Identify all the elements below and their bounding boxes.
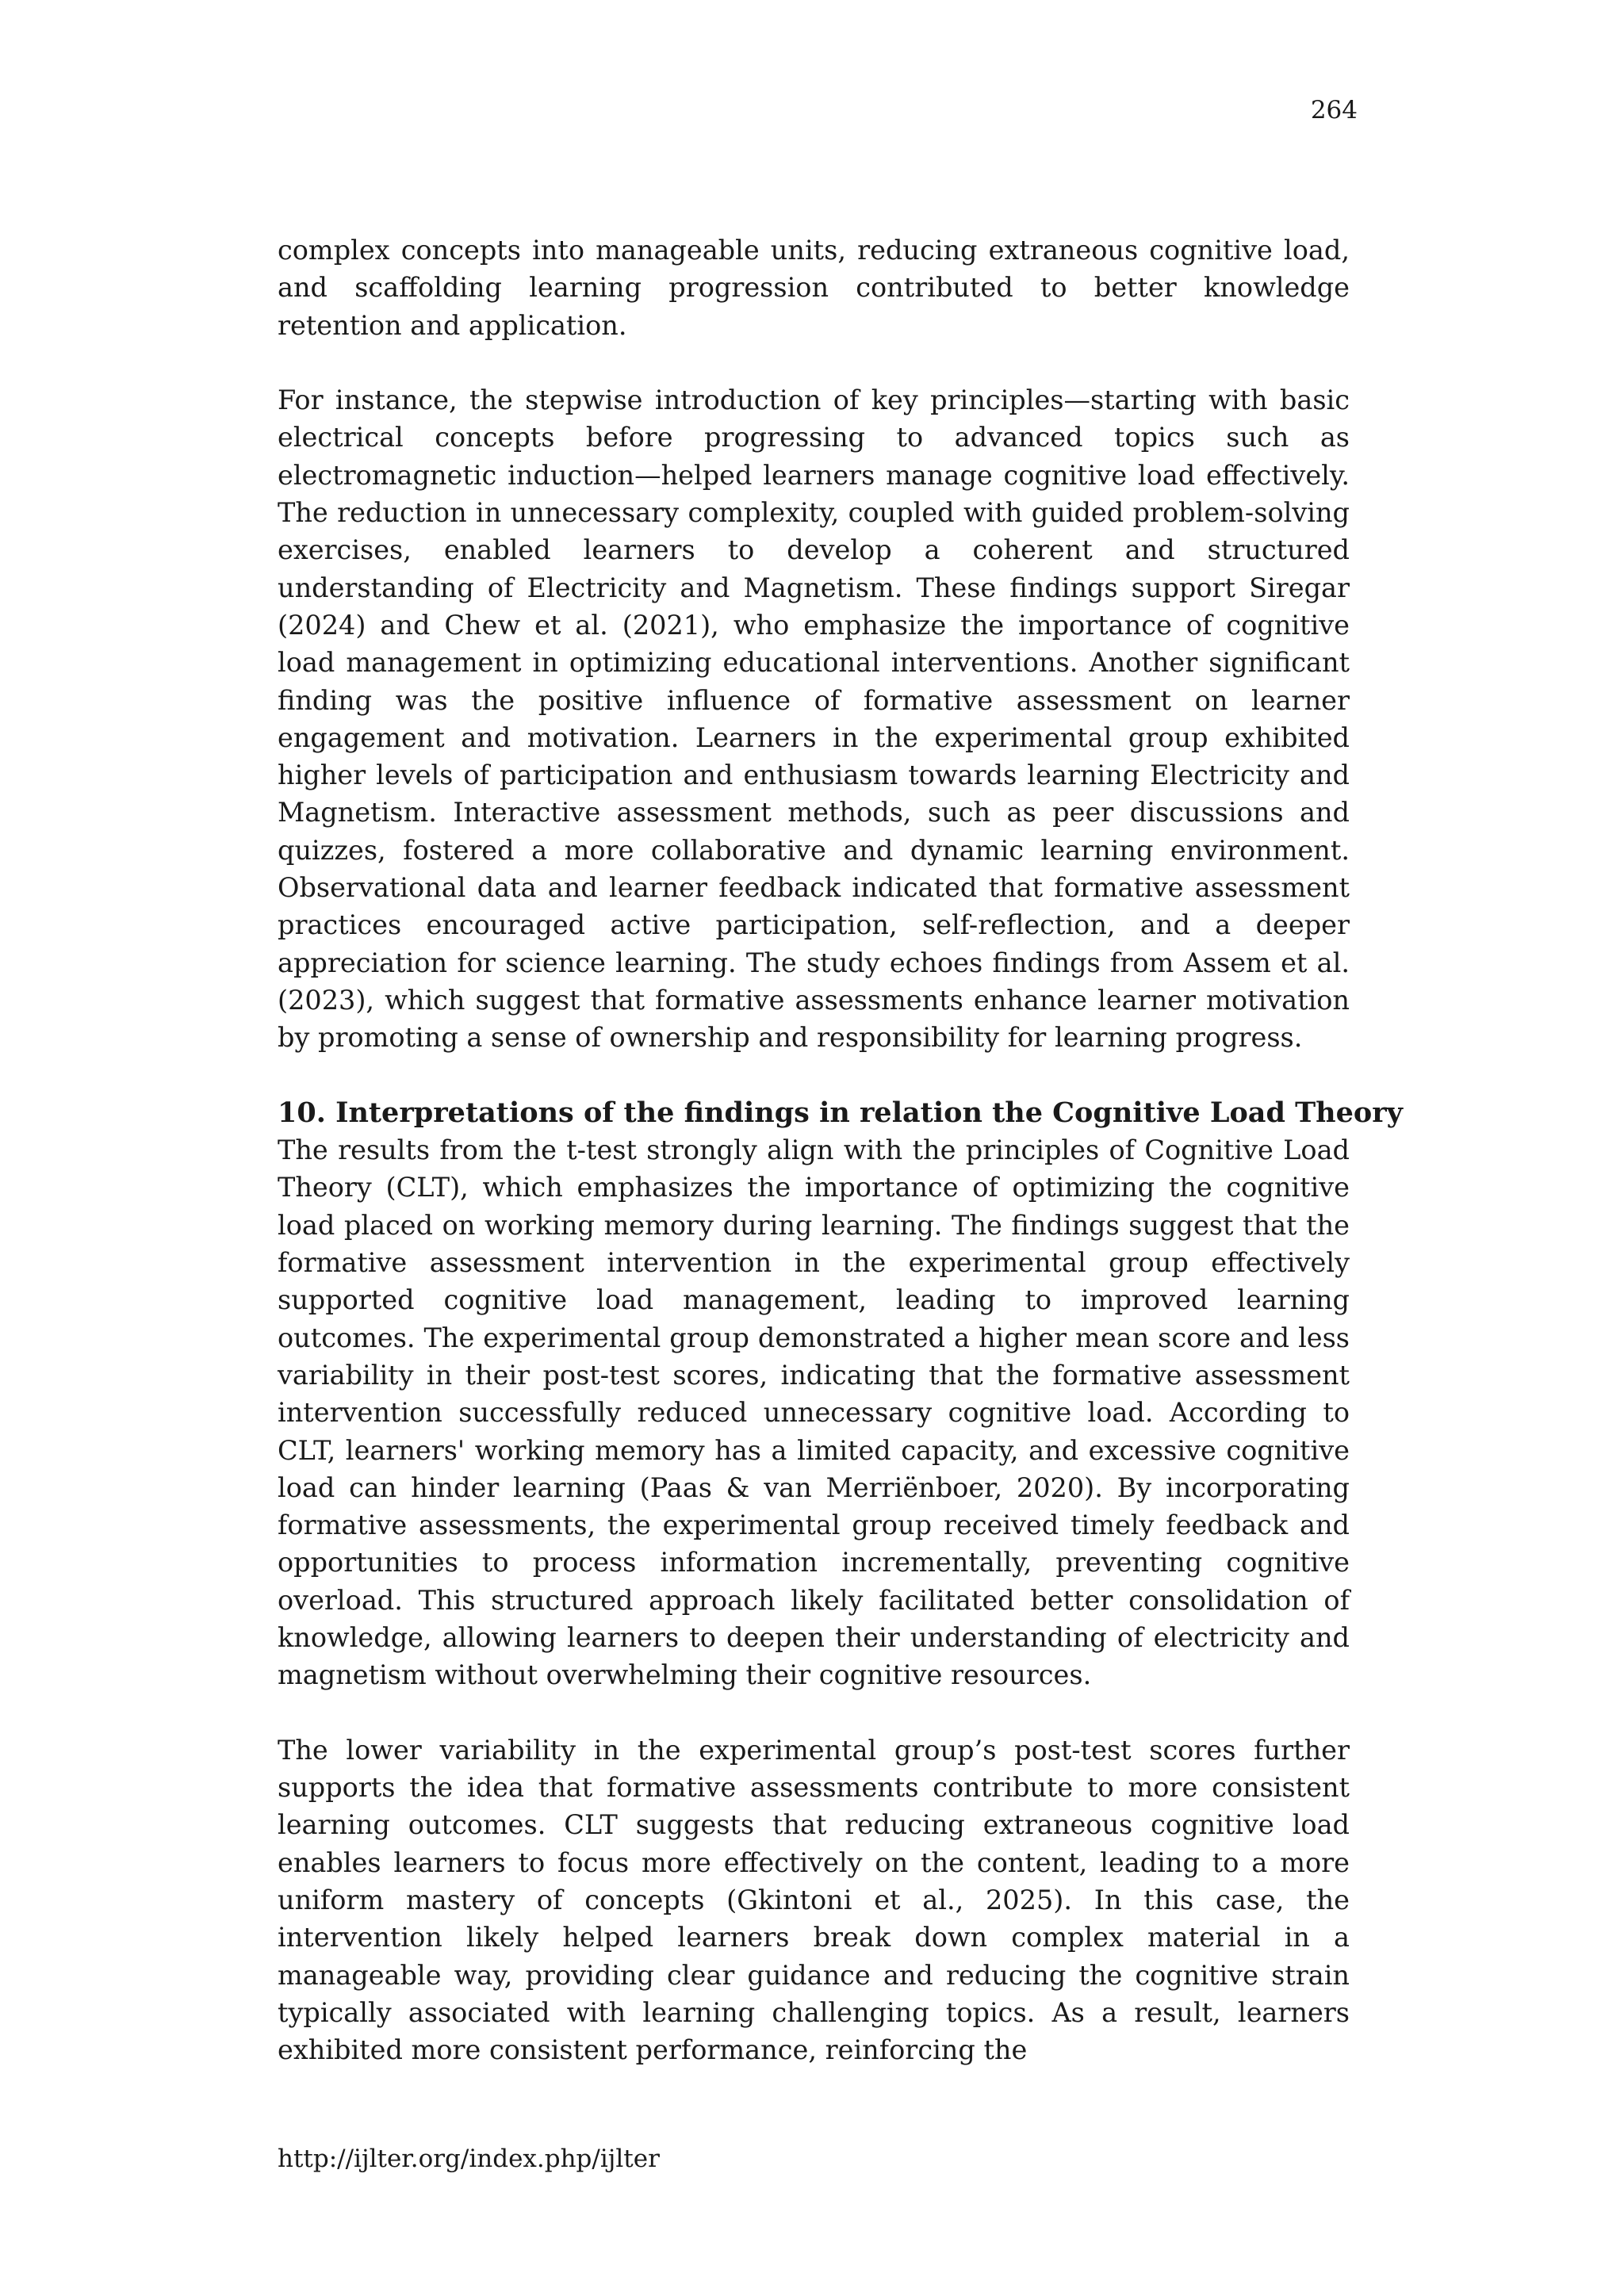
footer-url: http://ijlter.org/index.php/ijlter [278,2145,660,2173]
paragraph-ttest-results: The results from the t-test strongly align with the principles of Cognitive Load Theory (CLT), which emphasizes the importance of optimizing the cognitive load placed on working memory during learning. The findings suggest that the formative assessment intervention in the experimental group effectively supported cognitive load management, leading to improved learning outcomes. The experimental group demonstrated a higher mean score and less variability in their post-test scores, indicating that the formative assessment intervention successfully reduced unnecessary cognitive load. According to CLT, learners' working memory has a limited capacity, and excessive cognitive load can hinder learning (Paas & van Merriënboer, 2020). By incorporating formative assessments, the experimental group received timely feedback and opportunities to process information incrementally, preventing cognitive overload. This structured approach likely facilitated better consolidation of knowledge, allowing learners to deepen their understanding of electricity and magnetism without overwhelming their cognitive resources. [278,1135,1350,1691]
paragraph-lower-variability: The lower variability in the experimental group’s post-test scores further supports the idea that formative assessments contribute to more consistent learning outcomes. CLT suggests that reducing extraneous cognitive load enables learners to focus more effectively on the content, leading to a more uniform mastery of concepts (Gkintoni et al., 2025). In this case, the intervention likely helped learners break down complex material in a manageable way, providing clear guidance and reducing the cognitive strain typically associated with learning challenging topics. As a result, learners exhibited more consistent performance, reinforcing the [278,1734,1350,2066]
section-heading: 10. Interpretations of the findings in relation the Cognitive Load Theory [278,1096,1404,1129]
article-body [278,232,1404,2069]
paragraph-continuation: complex concepts into manageable units, reducing extraneous cognitive load, and scaffolding learning progression contributed to better knowledge retention and application. [278,235,1350,341]
page-number: 264 [1310,96,1358,124]
paragraph-stepwise-introduction: For instance, the stepwise introduction of key principles—starting with basic electrical concepts before progressing to advanced topics such as electromagnetic induction—helped learners manage cognitive load effectively. The reduction in unnecessary complexity, coupled with guided problem-solving exercises, enabled learners to develop a coherent and structured understanding of Electricity and Magnetism. These findings support Siregar (2024) and Chew et al. (2021), who emphasize the importance of cognitive load management in optimizing educational interventions. Another significant finding was the positive influence of formative assessment on learner engagement and motivation. Learners in the experimental group exhibited higher levels of participation and enthusiasm towards learning Electricity and Magnetism. Interactive assessment methods, such as peer discussions and quizzes, fostered a more collaborative and dynamic learning environment. Observational data and learner feedback indicated that formative assessment practices encouraged active participation, self-reflection, and a deeper appreciation for science learning. The study echoes findings from Assem et al. (2023), which suggest that formative assessments enhance learner motivation by promoting a sense of ownership and responsibility for learning progress. [278,385,1350,1054]
